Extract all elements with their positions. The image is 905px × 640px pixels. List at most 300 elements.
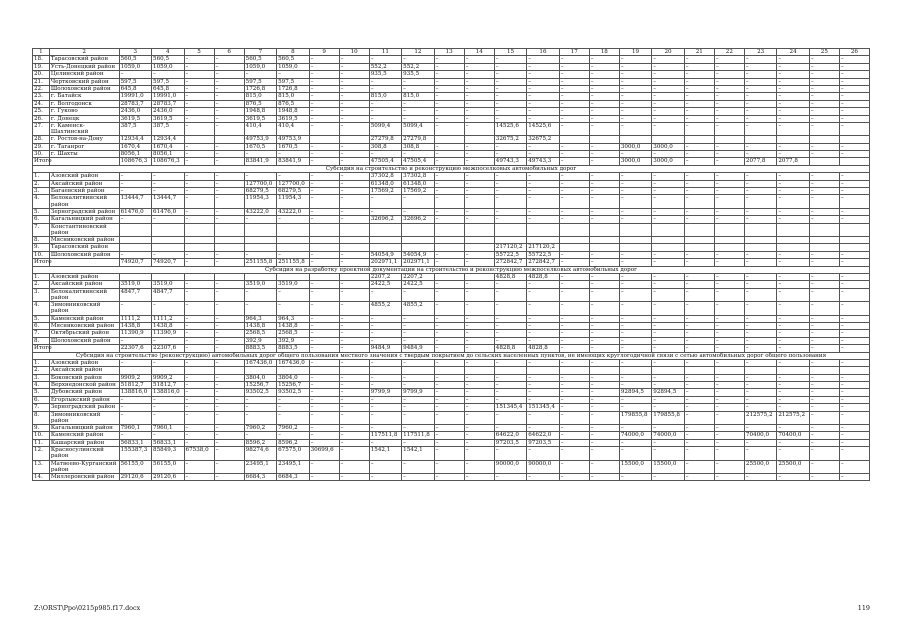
row-number: 2. (33, 281, 50, 288)
table-cell (652, 237, 684, 244)
table-cell: 5099,4 (369, 122, 401, 135)
table-cell: – (589, 330, 619, 337)
table-cell: 1542,1 (369, 447, 401, 460)
table-cell: 51812,7 (119, 382, 151, 389)
table-cell: – (434, 330, 464, 337)
table-cell: – (684, 108, 714, 115)
column-number: 7 (244, 49, 276, 56)
table-cell: – (559, 173, 589, 180)
table-cell: – (309, 404, 339, 411)
table-cell: – (369, 195, 401, 208)
table-cell: 167436,0 (277, 359, 309, 366)
table-cell: – (839, 151, 869, 158)
table-cell: – (839, 108, 869, 115)
table-cell: – (589, 216, 619, 223)
table-cell: – (464, 439, 494, 446)
district-name: г. Донецк (49, 115, 119, 122)
table-cell: – (494, 100, 526, 107)
table-cell: 68279,5 (244, 188, 276, 195)
table-cell: – (434, 345, 464, 352)
table-cell: 217120,2 (527, 244, 559, 251)
table-cell: – (714, 208, 744, 215)
table-cell: – (184, 302, 214, 315)
table-cell (369, 223, 401, 236)
row-number: 3. (33, 288, 50, 301)
table-cell: 27279,8 (402, 136, 434, 143)
table-cell: – (244, 411, 276, 424)
district-name: Мясниковский район (49, 322, 119, 329)
table-cell: – (589, 460, 619, 473)
table-row (33, 404, 870, 411)
table-row (33, 447, 870, 460)
table-cell: – (684, 93, 714, 100)
table-cell: – (809, 63, 839, 70)
table-cell: 202971,1 (402, 259, 434, 266)
table-cell: – (214, 63, 244, 70)
table-cell: – (214, 439, 244, 446)
table-cell (434, 367, 464, 374)
table-cell: – (839, 251, 869, 258)
table-cell (744, 223, 776, 236)
table-cell: 67538,0 (184, 447, 214, 460)
table-cell: – (339, 151, 369, 158)
row-number: 6. (33, 216, 50, 223)
table-cell: 93502,5 (244, 389, 276, 396)
column-number: 15 (494, 49, 526, 56)
table-cell (464, 136, 494, 143)
table-cell: 14525,6 (494, 122, 526, 135)
district-name: Шолоховский район (49, 85, 119, 92)
table-cell: – (214, 151, 244, 158)
table-cell: – (589, 71, 619, 78)
table-cell: – (839, 173, 869, 180)
table-cell: – (744, 195, 776, 208)
table-cell: – (684, 180, 714, 187)
table-cell: – (434, 322, 464, 329)
table-cell: – (619, 151, 651, 158)
table-cell: – (744, 173, 776, 180)
table-cell: – (809, 359, 839, 366)
table-cell: – (652, 63, 684, 70)
table-cell: – (777, 122, 809, 135)
table-cell: – (714, 93, 744, 100)
table-cell: 2077,8 (744, 158, 776, 165)
table-cell: – (714, 330, 744, 337)
table-cell: – (652, 115, 684, 122)
table-cell: – (809, 71, 839, 78)
table-cell: – (339, 173, 369, 180)
table-row (33, 136, 870, 143)
table-cell: – (527, 143, 559, 150)
row-number: 4. (33, 382, 50, 389)
column-number: 5 (184, 49, 214, 56)
table-cell: – (402, 396, 434, 403)
table-cell (434, 273, 464, 280)
table-cell: – (369, 108, 401, 115)
table-cell: 410,4 (277, 122, 309, 135)
table-row (33, 143, 870, 150)
table-cell: – (309, 115, 339, 122)
table-cell: – (684, 115, 714, 122)
table-cell: – (589, 173, 619, 180)
table-cell: – (744, 71, 776, 78)
table-cell: – (464, 195, 494, 208)
table-cell: – (839, 208, 869, 215)
table-cell: – (434, 71, 464, 78)
table-cell: 151345,4 (494, 404, 526, 411)
table-cell: – (494, 337, 526, 344)
table-cell: – (559, 330, 589, 337)
table-cell: 8596,2 (277, 439, 309, 446)
table-cell: – (527, 100, 559, 107)
table-cell: – (839, 180, 869, 187)
table-cell: – (402, 439, 434, 446)
table-cell: – (559, 180, 589, 187)
table-cell: – (494, 425, 526, 432)
table-cell: – (714, 432, 744, 439)
table-cell: – (809, 337, 839, 344)
table-cell: – (184, 173, 214, 180)
table-cell: – (464, 404, 494, 411)
table-cell: – (369, 382, 401, 389)
table-cell: – (684, 216, 714, 223)
table-cell: – (434, 439, 464, 446)
table-cell (152, 367, 184, 374)
table-cell: – (184, 143, 214, 150)
table-cell: – (714, 288, 744, 301)
table-cell: 6684,3 (244, 474, 276, 481)
table-cell: – (809, 288, 839, 301)
table-cell: – (277, 302, 309, 315)
table-cell: – (684, 425, 714, 432)
table-cell: – (369, 474, 401, 481)
table-row (33, 425, 870, 432)
table-cell (434, 237, 464, 244)
table-cell: – (839, 411, 869, 424)
table-cell: – (619, 259, 651, 266)
table-cell: 138816,0 (119, 389, 151, 396)
table-cell: – (559, 288, 589, 301)
table-cell: – (809, 330, 839, 337)
table-cell: – (809, 432, 839, 439)
table-cell (464, 244, 494, 251)
table-cell: – (619, 122, 651, 135)
table-cell: – (402, 425, 434, 432)
table-cell: – (684, 251, 714, 258)
section-title-row (33, 165, 870, 172)
column-number: 6 (214, 49, 244, 56)
table-cell: – (527, 382, 559, 389)
district-name: Каменский район (49, 432, 119, 439)
table-cell (214, 244, 244, 251)
table-row (33, 396, 870, 403)
table-cell: 54054,9 (402, 251, 434, 258)
table-cell: – (652, 173, 684, 180)
table-cell (652, 223, 684, 236)
table-cell: – (684, 345, 714, 352)
table-cell: – (809, 216, 839, 223)
table-cell: – (402, 100, 434, 107)
table-cell: 117511,8 (402, 432, 434, 439)
table-cell: – (214, 345, 244, 352)
table-cell (184, 273, 214, 280)
table-cell: – (339, 432, 369, 439)
table-cell: – (619, 115, 651, 122)
table-cell: – (684, 474, 714, 481)
table-cell: – (559, 100, 589, 107)
table-cell: 3000,0 (652, 158, 684, 165)
table-cell: – (589, 93, 619, 100)
table-cell: – (494, 447, 526, 460)
table-cell: – (152, 396, 184, 403)
table-cell: – (339, 447, 369, 460)
table-cell: – (744, 359, 776, 366)
table-cell: 1438,8 (119, 322, 151, 329)
table-row (33, 273, 870, 280)
table-cell: – (559, 85, 589, 92)
table-cell: – (589, 180, 619, 187)
table-cell: – (777, 359, 809, 366)
table-cell: 32696,2 (402, 216, 434, 223)
table-cell: – (777, 63, 809, 70)
table-cell (714, 223, 744, 236)
table-cell: – (777, 322, 809, 329)
table-row (33, 315, 870, 322)
column-number: 19 (619, 49, 651, 56)
table-cell: – (589, 425, 619, 432)
table-cell: – (309, 302, 339, 315)
table-cell: 8883,5 (244, 345, 276, 352)
table-cell: – (119, 188, 151, 195)
table-cell: – (589, 115, 619, 122)
table-cell: 251155,8 (244, 259, 276, 266)
table-cell: – (684, 432, 714, 439)
table-cell: – (494, 302, 526, 315)
table-cell: – (309, 439, 339, 446)
table-cell: – (744, 115, 776, 122)
table-cell: 1059,0 (277, 63, 309, 70)
table-cell: – (684, 389, 714, 396)
table-cell: – (839, 359, 869, 366)
row-number: 5. (33, 208, 50, 215)
table-cell: – (809, 447, 839, 460)
table-cell (714, 367, 744, 374)
table-cell (309, 273, 339, 280)
table-cell: – (839, 78, 869, 85)
row-number: 30. (33, 151, 50, 158)
table-cell: – (809, 151, 839, 158)
table-cell: – (559, 158, 589, 165)
table-cell: – (339, 374, 369, 381)
table-cell: – (339, 281, 369, 288)
table-cell: – (494, 173, 526, 180)
table-cell: 2422,5 (402, 281, 434, 288)
table-cell: – (652, 447, 684, 460)
table-cell: – (777, 56, 809, 63)
table-cell: 11954,3 (244, 195, 276, 208)
table-cell: – (559, 195, 589, 208)
table-cell: 9909,2 (119, 374, 151, 381)
table-cell: 19991,0 (152, 93, 184, 100)
table-cell: – (839, 273, 869, 280)
table-cell: – (777, 251, 809, 258)
table-row (33, 63, 870, 70)
table-row (33, 56, 870, 63)
table-cell: – (744, 216, 776, 223)
table-cell: – (309, 208, 339, 215)
table-cell (494, 223, 526, 236)
row-number: 8. (33, 411, 50, 424)
district-name: Егорлыкский район (49, 396, 119, 403)
table-cell: – (464, 188, 494, 195)
table-cell: – (369, 322, 401, 329)
table-cell: – (402, 404, 434, 411)
table-cell (839, 244, 869, 251)
table-cell (244, 223, 276, 236)
table-row (33, 460, 870, 473)
table-cell: – (184, 180, 214, 187)
table-cell: – (714, 108, 744, 115)
column-number: 24 (777, 49, 809, 56)
table-cell: – (184, 151, 214, 158)
table-cell: 22307,6 (119, 345, 151, 352)
table-cell: – (714, 56, 744, 63)
table-cell: – (652, 302, 684, 315)
table-cell: – (839, 322, 869, 329)
column-number: 12 (402, 49, 434, 56)
table-cell: – (809, 93, 839, 100)
table-row (33, 223, 870, 236)
table-cell: 98274,6 (244, 447, 276, 460)
table-cell: 85849,3 (152, 447, 184, 460)
table-cell: – (744, 389, 776, 396)
table-cell: – (309, 56, 339, 63)
table-cell: – (184, 251, 214, 258)
table-cell: 3000,0 (619, 143, 651, 150)
table-cell: – (244, 251, 276, 258)
table-cell: – (339, 71, 369, 78)
table-cell: – (339, 143, 369, 150)
row-number: Итого (34, 158, 52, 165)
table-cell: 410,4 (244, 122, 276, 135)
table-cell (369, 367, 401, 374)
table-cell: – (184, 195, 214, 208)
table-cell: – (214, 100, 244, 107)
table-cell: – (184, 315, 214, 322)
table-cell: – (809, 259, 839, 266)
district-name: Аксайский район (49, 180, 119, 187)
district-name: Шолоховский район (49, 337, 119, 344)
table-cell: – (839, 188, 869, 195)
table-cell: – (809, 180, 839, 187)
table-cell: 645,8 (152, 85, 184, 92)
table-cell: – (559, 322, 589, 329)
table-cell: – (309, 173, 339, 180)
table-cell (464, 237, 494, 244)
table-cell: – (527, 208, 559, 215)
table-cell: – (619, 100, 651, 107)
table-cell: – (652, 425, 684, 432)
table-cell: – (652, 322, 684, 329)
table-cell: 2077,8 (777, 158, 809, 165)
table-cell: – (589, 251, 619, 258)
table-cell: – (744, 474, 776, 481)
table-cell: – (309, 180, 339, 187)
table-cell: – (369, 100, 401, 107)
table-cell: 167436,0 (244, 359, 276, 366)
table-cell: – (309, 432, 339, 439)
table-cell: 1111,2 (152, 315, 184, 322)
table-cell: – (714, 447, 744, 460)
table-cell (402, 237, 434, 244)
row-number: 8. (33, 337, 50, 344)
table-cell: – (434, 425, 464, 432)
table-cell: – (494, 188, 526, 195)
table-cell: – (119, 359, 151, 366)
table-cell: – (527, 78, 559, 85)
table-cell: 3519,0 (119, 281, 151, 288)
district-name: г. Таганрог (49, 143, 119, 150)
table-cell: – (119, 337, 151, 344)
table-cell: – (464, 302, 494, 315)
table-cell: 49743,3 (527, 158, 559, 165)
table-cell: 212575,2 (777, 411, 809, 424)
table-row (33, 237, 870, 244)
district-name: Тарасовский район (49, 244, 119, 251)
table-cell: 47505,4 (402, 158, 434, 165)
table-cell: 1670,4 (119, 143, 151, 150)
table-cell: 2207,2 (402, 273, 434, 280)
table-cell (809, 223, 839, 236)
table-cell: – (684, 359, 714, 366)
table-cell: – (184, 359, 214, 366)
table-cell (744, 244, 776, 251)
row-number: 14. (33, 474, 50, 481)
table-cell: – (184, 322, 214, 329)
table-cell: – (184, 115, 214, 122)
row-number: 26. (33, 115, 50, 122)
table-cell: – (434, 85, 464, 92)
table-cell: – (119, 396, 151, 403)
table-cell: – (809, 251, 839, 258)
table-cell: – (339, 180, 369, 187)
table-cell: – (619, 71, 651, 78)
table-cell: – (277, 251, 309, 258)
table-cell: – (744, 374, 776, 381)
table-cell: – (714, 382, 744, 389)
table-cell: 1059,0 (119, 63, 151, 70)
table-cell: – (652, 404, 684, 411)
table-cell: – (684, 173, 714, 180)
table-cell: – (714, 216, 744, 223)
table-cell: – (619, 108, 651, 115)
table-cell: – (839, 93, 869, 100)
table-cell: – (214, 71, 244, 78)
table-cell: – (777, 195, 809, 208)
row-number: 7. (33, 330, 50, 337)
table-cell: – (744, 180, 776, 187)
table-cell: – (309, 389, 339, 396)
table-cell: – (184, 288, 214, 301)
table-cell: 560,5 (119, 56, 151, 63)
table-cell: – (244, 216, 276, 223)
column-number: 2 (49, 49, 119, 56)
table-cell: – (559, 281, 589, 288)
table-row (33, 208, 870, 215)
table-cell: – (684, 78, 714, 85)
table-cell (809, 237, 839, 244)
row-number: 9. (33, 244, 50, 251)
